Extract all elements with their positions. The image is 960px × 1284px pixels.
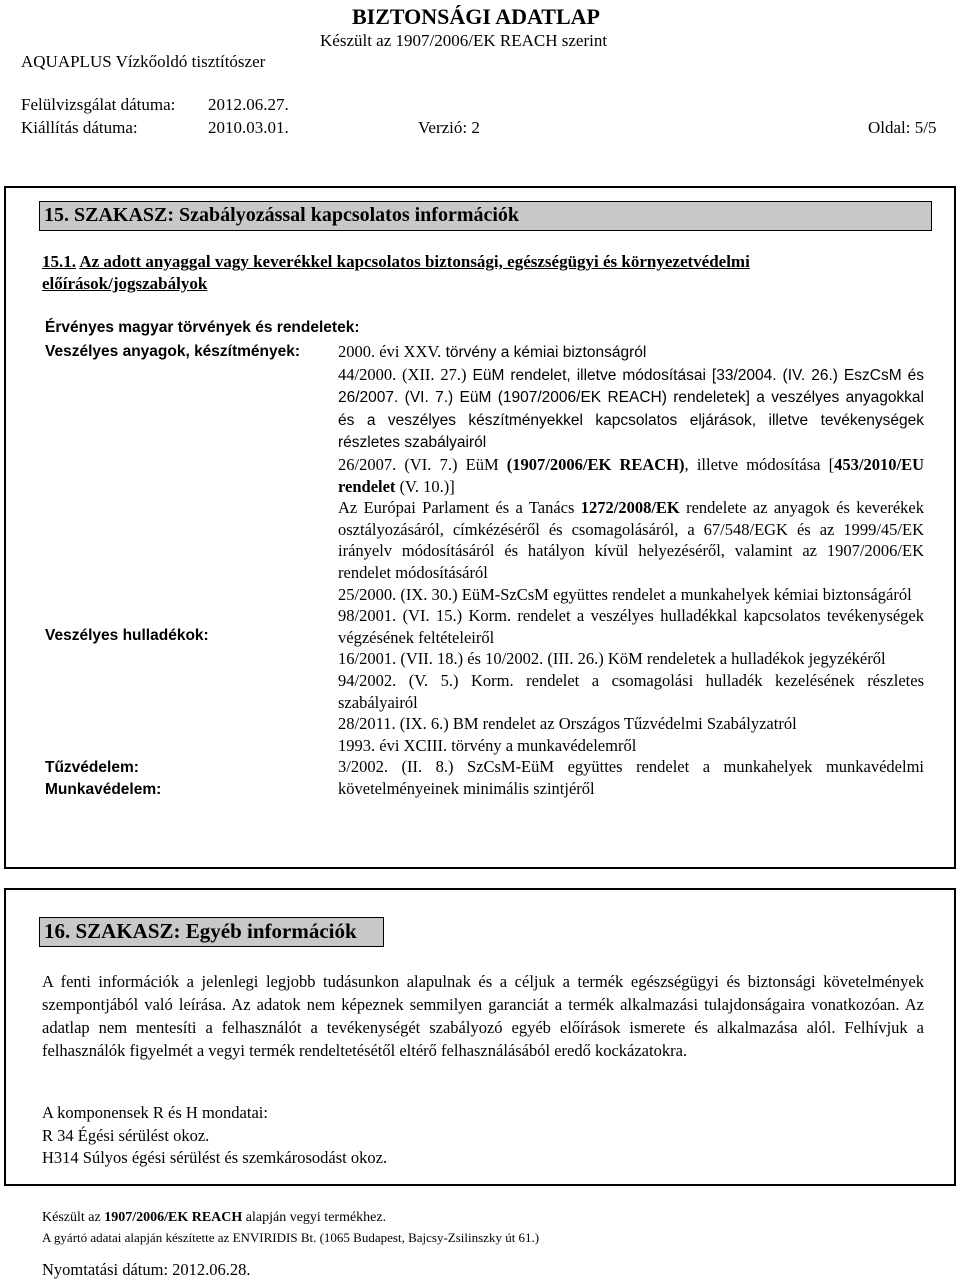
subsection-title-line1: Az adott anyaggal vagy keverékkel kapcsolatos biztonsági, egészségügyi és környezetvédelmi	[79, 252, 750, 271]
reg-25-2000: 25/2000. (IX. 30.) EüM-SzCsM együttes rendelet a munkahelyek kémiai biztonságáról	[338, 584, 912, 604]
subsection-number: 15.1.	[42, 252, 76, 271]
reg-26-2007: 26/2007. (VI. 7.) EüM (1907/2006/EK REACH), illetve módosítása [453/2010/EU rendelet (V. 10.)]	[338, 454, 924, 496]
section-15-heading: 15. SZAKASZ: Szabályozással kapcsolatos információk	[39, 201, 932, 231]
review-date: 2012.06.27.	[208, 95, 289, 114]
label-dangerous-waste: Veszélyes hulladékok:	[45, 627, 209, 644]
section-16-heading: 16. SZAKASZ: Egyéb információk	[39, 917, 384, 947]
footer-maker-line: A gyártó adatai alapján készítette az ENVIRIDIS Bt. (1065 Budapest, Bajcsy-Zsilinszky út 61.)	[42, 1230, 540, 1245]
issue-date-label: Kiállítás dátuma:	[21, 118, 138, 137]
reg-1272-2008: Az Európai Parlament és a Tanács 1272/2008/EK rendelete az anyagok és keverékek osztályozásáról, címkézéséről és csomagolásáról, a 67/548/EGK és az 1999/45/EK irányelv módosításáról és hatályon kívül helyezéséről, valamint az 1907/2006/EK rendelet módosításáról	[338, 498, 924, 582]
reg-16-2001: 16/2001. (VII. 18.) és 10/2002. (III. 26.) KöM rendeletek a hulladékok jegyzékéről	[338, 649, 886, 669]
issue-date: 2010.03.01.	[208, 118, 289, 137]
label-fire-protection: Tűzvédelem:	[45, 759, 139, 776]
page-number: Oldal: 5/5	[868, 118, 937, 137]
subsection-15-1-title-line2	[42, 273, 207, 295]
h314-phrase: H314 Súlyos égési sérülést és szemkárosodást okoz.	[42, 1148, 388, 1167]
label-work-safety: Munkavédelem:	[45, 781, 162, 798]
reg-44-2000: 44/2000. (XII. 27.) EüM rendelet, illetve módosításai [33/2004. (IV. 26.) EszCsM és 26/2007. (VI. 7.) EüM (1907/2006/EK REACH) rendeletek] a veszélyes anyagokkal és a veszélyes készítményekkel kapcsolatos eljárások, illetve tevékenységek részletes szabályairól	[338, 364, 925, 452]
print-date: Nyomtatási dátum: 2012.06.28.	[42, 1260, 251, 1279]
review-date-label: Felülvizsgálat dátuma:	[21, 95, 176, 114]
document-title: BIZTONSÁGI ADATLAP	[352, 4, 600, 29]
document-subtitle: Készült az 1907/2006/EK REACH szerint	[320, 31, 608, 50]
subsection-title-line2: előírások/jogszabályok	[42, 274, 208, 293]
product-name: AQUAPLUS Vízkőoldó tisztítószer	[21, 52, 266, 71]
reg-2000-xxv: 2000. évi XXV. törvény a kémiai biztonságról	[338, 342, 647, 361]
label-dangerous-substances: Veszélyes anyagok, készítmények:	[45, 343, 301, 360]
reg-28-2011: 28/2011. (IX. 6.) BM rendelet az Országos Tűzvédelmi Szabályzatról	[338, 714, 797, 734]
reg-94-2002: 94/2002. (V. 5.) Korm. rendelet a csomagolási hulladék kezelésének részletes szabályairól	[338, 670, 924, 712]
reg-1993-xciii: 1993. évi XCIII. törvény a munkavédelemről	[338, 735, 637, 755]
reg-3-2002: 3/2002. (II. 8.) SzCsM-EüM együttes rendelet a munkahelyek munkavédelmi követelményeinek minimális szintjéről	[338, 757, 924, 798]
section-16-paragraph: A fenti információk a jelenlegi legjobb tudásunkon alapulnak és a céljuk a termék egészségügyi és biztonsági követelmények szempontjából való leírása. Az adatok nem képeznek semmilyen garanciát a termék alkalmazási tulajdonságaira vonatkozóan. Az adatlap nem mentesíti a felhasználót a tevékenységét szabályozó egyéb előírások ismerete és alkalmazása alól. Felhívjuk a felhasználók figyelmét a vegyi termék rendeltetésétől eltérő felhasználásából eredő kockázatokra.	[42, 972, 924, 1060]
footer-made-line: Készült az 1907/2006/EK REACH alapján vegyi termékhez.	[42, 1210, 387, 1225]
valid-laws-label: Érvényes magyar törvények és rendeletek:	[45, 319, 360, 336]
version: Verzió: 2	[418, 118, 480, 137]
regulations-list	[338, 341, 924, 799]
r34-phrase: R 34 Égési sérülést okoz.	[42, 1126, 210, 1145]
r-h-phrases-title: A komponensek R és H mondatai:	[42, 1103, 268, 1122]
subsection-15-1-title	[42, 251, 750, 273]
reg-98-2001: 98/2001. (VI. 15.) Korm. rendelet a veszélyes hulladékkal kapcsolatos tevékenységek végzésének feltételeiről	[338, 606, 924, 647]
